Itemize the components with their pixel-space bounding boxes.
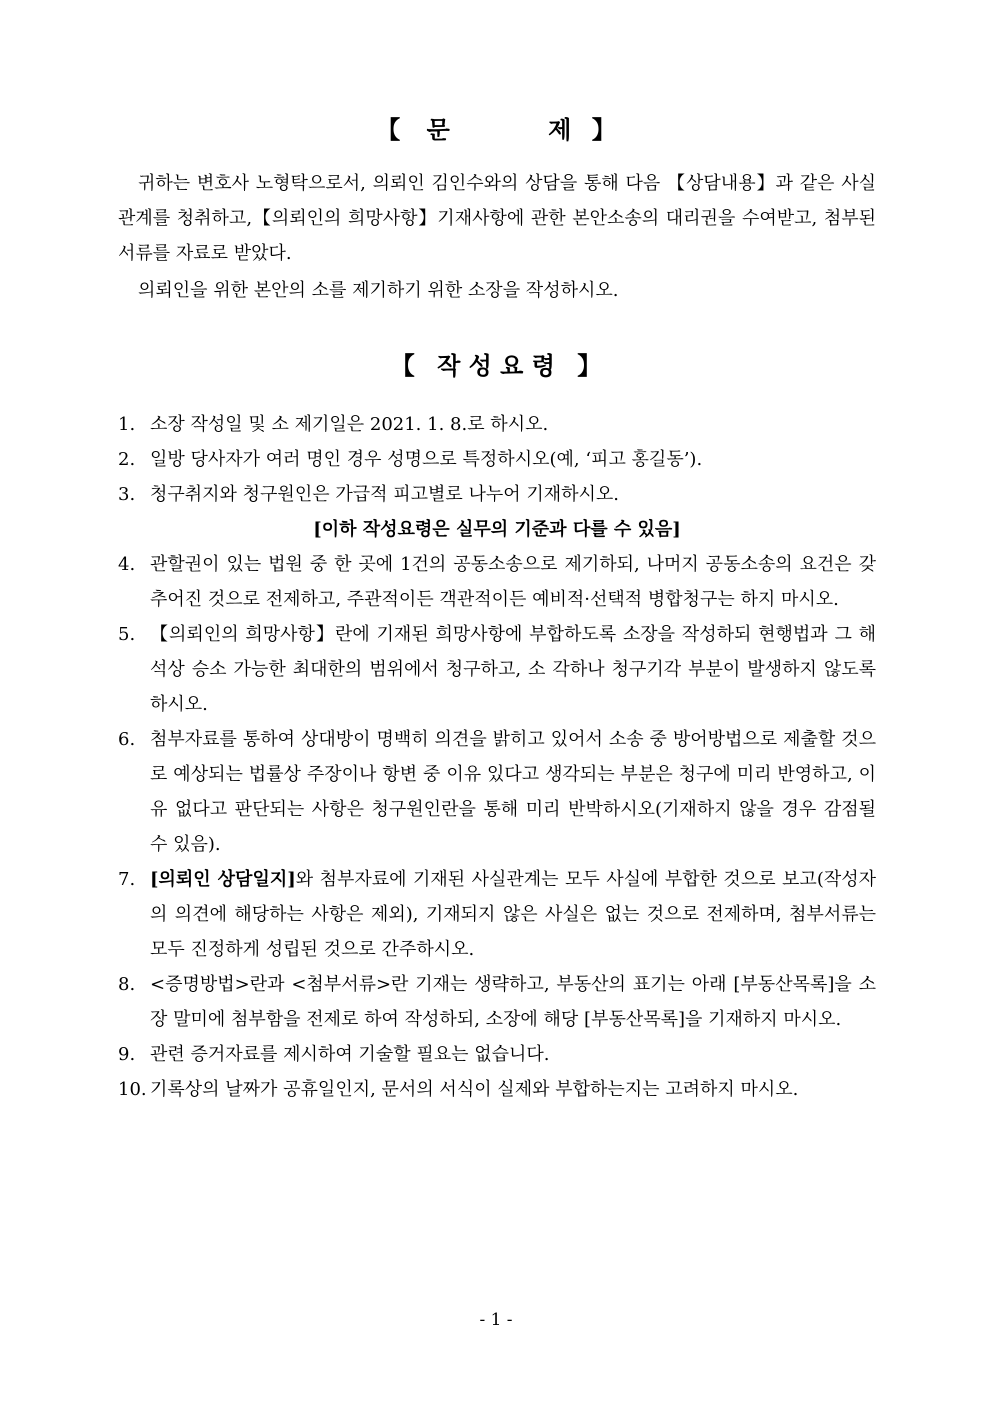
guide-item-text: 관할권이 있는 법원 중 한 곳에 1건의 공동소송으로 제기하되, 나머지 공동소송의 요건은 갖추어진 것으로 전제하고, 주관적이든 객관적이든 예비적·선택적 병합청구는 하지 마시오. bbox=[150, 554, 876, 610]
guide-item bbox=[118, 617, 876, 722]
guide-note: [이하 작성요령은 실무의 기준과 다를 수 있음] bbox=[313, 519, 681, 540]
guide-item-text: <증명방법>란과 <첨부서류>란 기재는 생략하고, 부동산의 표기는 아래 [부동산목록]을 소장 말미에 첨부함을 전제로 하여 작성하되, 소장에 해당 [부동산목록]을 기재하지 마시오. bbox=[150, 974, 876, 1030]
problem-body bbox=[118, 166, 876, 308]
guide-item-text: 첨부자료를 통하여 상대방이 명백히 의견을 밝히고 있어서 소송 중 방어방법으로 제출할 것으로 예상되는 법률상 주장이나 항변 중 이유 있다고 생각되는 부분은 청구에 미리 반영하고, 이유 없다고 판단되는 사항은 청구원인란을 통해 미리 반박하시오(기재하지 않을 경우 감점될 수 있음). bbox=[150, 729, 876, 855]
guide-item bbox=[118, 1072, 876, 1107]
guide-item bbox=[118, 477, 876, 512]
heading-close-bracket: 】 bbox=[591, 115, 616, 144]
guide-heading-open-bracket: 【 bbox=[390, 351, 415, 380]
guide-item-number: 5. bbox=[118, 624, 136, 645]
guide-item-number: 4. bbox=[118, 554, 136, 575]
guide-item bbox=[118, 442, 876, 477]
problem-heading-char-2: 제 bbox=[548, 115, 572, 144]
guide-item-number: 9. bbox=[118, 1044, 136, 1065]
guide-item bbox=[118, 547, 876, 617]
problem-heading bbox=[0, 114, 992, 146]
guide-list bbox=[118, 407, 876, 1107]
guide-item bbox=[118, 862, 876, 967]
guide-item-bold-lead: [의뢰인 상담일지] bbox=[150, 869, 296, 890]
problem-paragraph-2: 의뢰인을 위한 본안의 소를 제기하기 위한 소장을 작성하시오. bbox=[138, 280, 619, 301]
guide-item bbox=[118, 407, 876, 442]
problem-paragraph-1: 귀하는 변호사 노형탁으로서, 의뢰인 김인수와의 상담을 통해 다음 【상담내용】과 같은 사실관계를 청취하고,【의뢰인의 희망사항】기재사항에 관한 본안소송의 대리권을 수여받고, 첨부된 서류를 자료로 받았다. bbox=[118, 173, 876, 264]
guide-item-number: 1. bbox=[118, 414, 136, 435]
guide-item-text: 기록상의 날짜가 공휴일인지, 문서의 서식이 실제와 부합하는지는 고려하지 마시오. bbox=[150, 1079, 799, 1100]
guide-heading-title: 작 성 요 령 bbox=[437, 351, 555, 380]
problem-heading-char-1: 문 bbox=[426, 115, 450, 144]
page-number: - 1 - bbox=[479, 1310, 513, 1330]
guide-item-number: 3. bbox=[118, 484, 136, 505]
guide-item-number: 8. bbox=[118, 974, 136, 995]
guide-item-number: 10. bbox=[118, 1079, 147, 1100]
guide-item-number: 6. bbox=[118, 729, 136, 750]
guide-item-text: 와 첨부자료에 기재된 사실관계는 모두 사실에 부합한 것으로 보고(작성자의 의견에 해당하는 사항은 제외), 기재되지 않은 사실은 없는 것으로 전제하며, 첨부서류는 모두 진정하게 성립된 것으로 간주하시오. bbox=[150, 869, 877, 960]
guide-heading-close-bracket: 】 bbox=[577, 351, 602, 380]
guide-item-text: 청구취지와 청구원인은 가급적 피고별로 나누어 기재하시오. bbox=[150, 484, 620, 505]
guide-item bbox=[118, 1037, 876, 1072]
guide-item-text: 【의뢰인의 희망사항】란에 기재된 희망사항에 부합하도록 소장을 작성하되 현행법과 그 해석상 승소 가능한 최대한의 범위에서 청구하고, 소 각하나 청구기각 부분이 발생하지 않도록 하시오. bbox=[150, 624, 876, 715]
heading-open-bracket: 【 bbox=[376, 115, 401, 144]
guide-item-text: 관련 증거자료를 제시하여 기술할 필요는 없습니다. bbox=[150, 1044, 550, 1065]
guide-item bbox=[118, 967, 876, 1037]
guide-item-number: 7. bbox=[118, 869, 136, 890]
guide-item-text: 일방 당사자가 여러 명인 경우 성명으로 특정하시오(예, ‘피고 홍길동’). bbox=[150, 449, 703, 470]
guide-item-text: 소장 작성일 및 소 제기일은 2021. 1. 8.로 하시오. bbox=[150, 414, 549, 435]
guide-item-number: 2. bbox=[118, 449, 136, 470]
guide-heading bbox=[0, 350, 992, 382]
guide-item bbox=[118, 722, 876, 862]
